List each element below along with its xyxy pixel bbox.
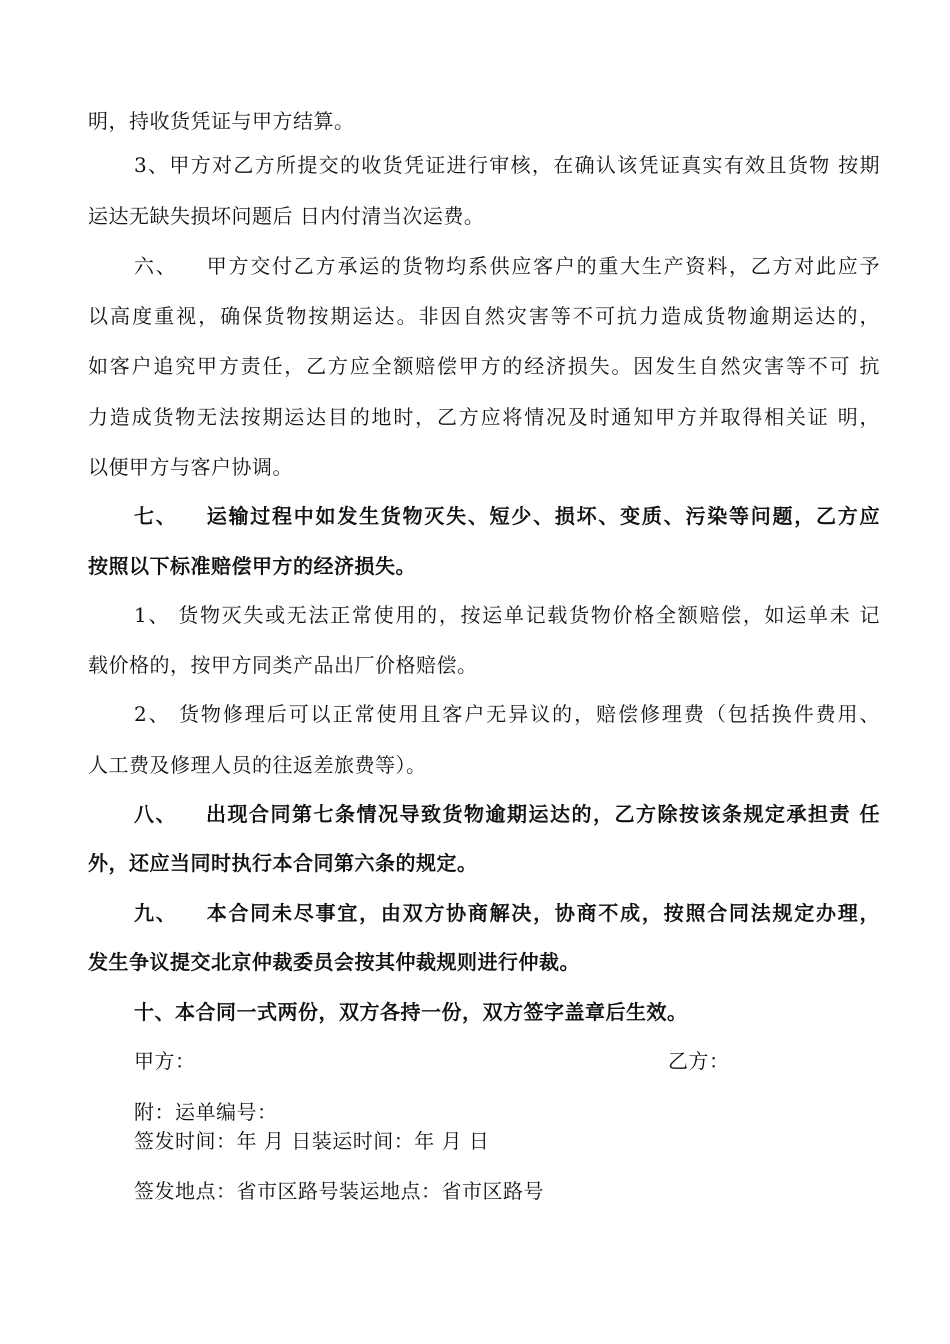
clause8-number: 八、 [134,802,178,826]
clause5-continuation-line: 明，持收货凭证与甲方结算。 [88,109,355,133]
clause9-line1 [134,899,880,927]
clause8-text-line1: 出现合同第七条情况导致货物逾期运达的，乙方除按该条规定承担责 任 [205,802,881,826]
clause7-number: 七、 [134,504,178,528]
clause6-line3: 如客户追究甲方责任，乙方应全额赔偿甲方的经济损失。因发生自然灾害等不可 抗 [88,354,880,378]
clause6-line4: 力造成货物无法按期运达目的地时，乙方应将情况及时通知甲方并取得相关证 明， [88,405,880,429]
clause7-item1-line1 [134,601,880,629]
clause7-item1-line2: 载价格的，按甲方同类产品出厂价格赔偿。 [88,653,478,677]
clause6-text-line1: 甲方交付乙方承运的货物均系供应客户的重大生产资料，乙方对此应予 [205,254,880,278]
party-a-label: 甲方： [134,1049,196,1073]
clause7-item1-text-line1: 货物灭失或无法正常使用的，按运单记载货物价格全额赔偿，如运单未 记 [178,603,880,627]
clause5-item3-line2: 运达无缺失损坏问题后 日内付清当次运费。 [88,204,485,228]
clause7-item2-line1 [134,700,880,728]
clause8-line2: 外，还应当同时执行本合同第六条的规定。 [88,851,478,875]
clause7-text-line1: 运输过程中如发生货物灭失、短少、损坏、变质、污染等问题，乙方应 [205,504,880,528]
clause7-line2: 按照以下标准赔偿甲方的经济损失。 [88,554,416,578]
issue-place-line: 签发地点：省市区路号装运地点：省市区路号 [134,1179,544,1203]
clause7-item1-number: 1、 [134,603,171,627]
clause7-line1 [134,502,880,530]
clause9-line2: 发生争议提交北京仲裁委员会按其仲裁规则进行仲裁。 [88,950,580,974]
clause9-number: 九、 [134,901,178,925]
clause6-number: 六、 [134,254,178,278]
clause7-item2-text-line1: 货物修理后可以正常使用且客户无异议的，赔偿修理费（包括换件费用、 [178,702,880,726]
party-b-label: 乙方： [668,1049,730,1073]
clause9-text-line1: 本合同未尽事宜，由双方协商解决，协商不成，按照合同法规定办理， [205,901,880,925]
issue-time-line: 签发时间：年 月 日装运时间：年 月 日 [134,1129,490,1153]
clause7-item2-number: 2、 [134,702,171,726]
clause5-item3-line1: 3、甲方对乙方所提交的收货凭证进行审核，在确认该凭证真实有效且货物 按期 [134,153,880,177]
clause6-line1 [134,252,880,280]
clause6-line2: 以高度重视，确保货物按期运达。非因自然灾害等不可抗力造成货物逾期运达的， [88,304,880,328]
clause10-line: 十、本合同一式两份，双方各持一份，双方签字盖章后生效。 [134,1000,688,1024]
clause6-line5: 以便甲方与客户协调。 [88,455,293,479]
clause8-line1 [134,800,880,828]
clause7-item2-line2: 人工费及修理人员的往返差旅费等）。 [88,753,427,777]
waybill-number-line: 附：运单编号： [134,1100,278,1124]
